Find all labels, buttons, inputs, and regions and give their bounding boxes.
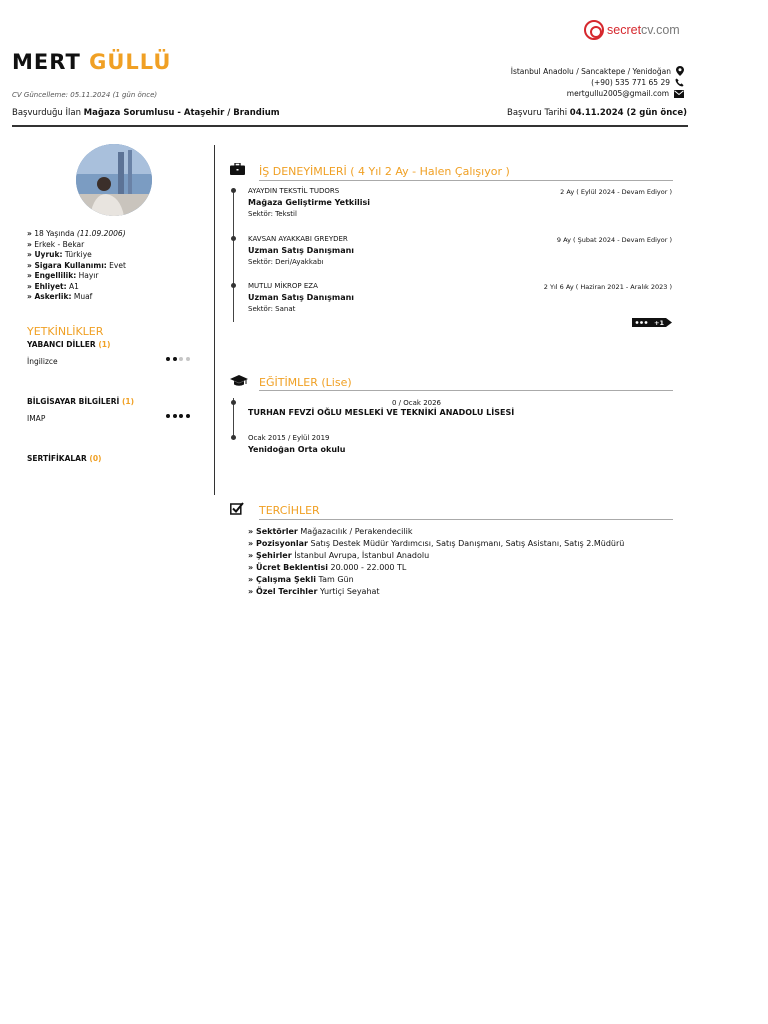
job-company: AYAYDIN TEKSTİL TUDORS bbox=[248, 187, 340, 195]
languages-count: (1) bbox=[98, 340, 111, 349]
military-label: Askerlik: bbox=[34, 292, 72, 301]
preference-label: Pozisyonlar bbox=[255, 539, 308, 548]
disability-label: Engellilik: bbox=[34, 271, 77, 280]
skill-level-dot bbox=[166, 357, 170, 361]
email-text: mertgullu2005@gmail.com bbox=[566, 89, 669, 98]
location-text: İstanbul Anadolu / Sancaktepe / Yenidoğan bbox=[510, 66, 671, 76]
preference-label: Özel Tercihler bbox=[255, 587, 318, 596]
preference-positions: » Pozisyonlar Satış Destek Müdür Yardımcısı, Satış Danışmanı, Satış Asistanı, Satış 2.Müdürü bbox=[248, 539, 625, 548]
skill-level-dot bbox=[173, 414, 177, 418]
info-age: » 18 Yaşında (11.09.2006) bbox=[27, 229, 126, 238]
preference-value: Tam Gün bbox=[318, 575, 354, 584]
avatar bbox=[76, 144, 152, 216]
military-value: Muaf bbox=[73, 292, 93, 301]
timeline-dot bbox=[231, 435, 236, 440]
computer-title bbox=[27, 397, 134, 406]
info-disability: » Engellilik: Hayır bbox=[27, 271, 99, 280]
applied-post bbox=[12, 108, 280, 118]
avatar-photo-icon bbox=[76, 144, 152, 216]
job-title: Uzman Satış Danışmanı bbox=[248, 293, 355, 302]
certificates-title bbox=[27, 454, 101, 463]
skill-level-dot bbox=[179, 414, 183, 418]
preference-special: » Özel Tercihler Yurtiçi Seyahat bbox=[248, 587, 380, 596]
info-smoking: » Sigara Kullanımı: Evet bbox=[27, 261, 126, 270]
job-duration: 2 Yıl 6 Ay ( Haziran 2021 - Aralık 2023 ) bbox=[543, 283, 672, 291]
skill-level-dot bbox=[173, 357, 177, 361]
timeline-dot bbox=[231, 400, 236, 405]
column-divider bbox=[214, 145, 215, 495]
languages-title bbox=[27, 340, 110, 349]
preference-label: Şehirler bbox=[255, 551, 292, 560]
logo-text-suffix: cv.com bbox=[641, 23, 680, 37]
contact-email bbox=[567, 89, 684, 98]
education-date: 0 / Ocak 2026 bbox=[392, 399, 442, 407]
preference-salary: » Ücret Beklentisi 20.000 - 22.000 TL bbox=[248, 563, 407, 572]
checkbox-icon bbox=[230, 502, 244, 515]
phone-text: (+90) 535 771 65 29 bbox=[591, 78, 670, 87]
graduation-cap-icon bbox=[230, 375, 248, 387]
header-divider bbox=[12, 125, 688, 127]
logo-mark-icon bbox=[584, 20, 604, 40]
info-military: » Askerlik: Muaf bbox=[27, 292, 93, 301]
candidate-name bbox=[12, 50, 171, 74]
languages-title-text: YABANCI DİLLER bbox=[27, 340, 96, 349]
preference-value: Mağazacılık / Perakendecilik bbox=[300, 527, 413, 536]
experience-timeline bbox=[233, 190, 234, 322]
nationality-label: Uyruk: bbox=[34, 250, 63, 259]
preference-label: Ücret Beklentisi bbox=[255, 563, 328, 572]
application-date bbox=[507, 108, 687, 118]
job-sector: Sektör: Deri/Ayakkabı bbox=[248, 258, 324, 266]
smoking-value: Evet bbox=[109, 261, 126, 270]
preference-work-type: » Çalışma Şekli Tam Gün bbox=[248, 575, 354, 584]
certificates-count: (0) bbox=[89, 454, 102, 463]
job-title: Mağaza Geliştirme Yetkilisi bbox=[248, 198, 370, 207]
nationality-value: Türkiye bbox=[64, 250, 92, 259]
contact-phone bbox=[591, 78, 684, 87]
disability-value: Hayır bbox=[78, 271, 99, 280]
job-title: Uzman Satış Danışmanı bbox=[248, 246, 355, 255]
preference-value: Yurtiçi Seyahat bbox=[319, 587, 380, 596]
applied-post-value: Mağaza Sorumlusu - Ataşehir / Brandium bbox=[83, 108, 280, 118]
job-company: KAVSAN AYAKKABI GREYDER bbox=[248, 235, 348, 243]
preference-sectors: » Sektörler Mağazacılık / Perakendecilik bbox=[248, 527, 413, 536]
timeline-dot bbox=[231, 236, 236, 241]
job-sector: Sektör: Tekstil bbox=[248, 210, 297, 218]
info-gender: » Erkek - Bekar bbox=[27, 240, 85, 249]
education-title: EĞİTİMLER (Lise) bbox=[259, 376, 352, 389]
secretcv-logo bbox=[584, 19, 680, 41]
preference-label: Çalışma Şekli bbox=[255, 575, 316, 584]
job-duration: 9 Ay ( Şubat 2024 - Devam Ediyor ) bbox=[556, 236, 672, 244]
first-name: MERT bbox=[12, 50, 81, 74]
computer-skill-level bbox=[166, 414, 190, 418]
certificates-title-text: SERTİFİKALAR bbox=[27, 454, 87, 463]
education-rule bbox=[259, 390, 673, 391]
education-date: Ocak 2015 / Eylül 2019 bbox=[248, 434, 330, 442]
skill-level-dot bbox=[186, 357, 190, 361]
preference-value: Satış Destek Müdür Yardımcısı, Satış Danışmanı, Satış Asistanı, Satış 2.Müdürü bbox=[310, 539, 625, 548]
more-experience-badge[interactable] bbox=[632, 318, 672, 327]
skills-title: YETKİNLİKLER bbox=[27, 325, 104, 338]
more-experience-count: +1 bbox=[654, 319, 664, 327]
license-label: Ehliyet: bbox=[34, 282, 67, 291]
preferences-rule bbox=[259, 519, 673, 520]
more-badge-shape-icon bbox=[632, 318, 672, 327]
computer-count: (1) bbox=[121, 397, 135, 406]
cv-updated: CV Güncelleme: 05.11.2024 (1 gün önce) bbox=[12, 91, 158, 99]
applied-post-label: Başvurduğu İlan bbox=[12, 108, 81, 118]
skill-level-dot bbox=[186, 414, 190, 418]
skill-level-dot bbox=[166, 414, 170, 418]
timeline-dot bbox=[231, 283, 236, 288]
experience-rule bbox=[259, 180, 673, 181]
preference-label: Sektörler bbox=[255, 527, 298, 536]
license-value: A1 bbox=[69, 282, 79, 291]
briefcase-icon bbox=[230, 163, 245, 175]
smoking-label: Sigara Kullanımı: bbox=[34, 261, 107, 270]
application-date-value: 04.11.2024 (2 gün önce) bbox=[569, 108, 687, 118]
preference-value: 20.000 - 22.000 TL bbox=[330, 563, 407, 572]
preference-cities: » Şehirler İstanbul Avrupa, İstanbul Anadolu bbox=[248, 551, 430, 560]
application-date-label: Başvuru Tarihi bbox=[507, 108, 568, 118]
logo-text bbox=[607, 23, 680, 37]
job-duration: 2 Ay ( Eylül 2024 - Devam Ediyor ) bbox=[560, 188, 672, 196]
gender-value: Erkek - Bekar bbox=[34, 240, 85, 249]
preferences-title: TERCİHLER bbox=[259, 504, 320, 517]
language-level bbox=[166, 357, 190, 361]
info-license: » Ehliyet: A1 bbox=[27, 282, 79, 291]
phone-icon bbox=[675, 78, 684, 87]
school-name: TURHAN FEVZİ OĞLU MESLEKİ VE TEKNİKİ ANADOLU LİSESİ bbox=[248, 408, 515, 417]
age-value: 18 Yaşında bbox=[34, 229, 75, 238]
experience-title: İŞ DENEYİMLERİ ( 4 Yıl 2 Ay - Halen Çalışıyor ) bbox=[259, 165, 510, 178]
map-pin-icon bbox=[676, 66, 684, 76]
last-name: GÜLLÜ bbox=[89, 50, 172, 74]
envelope-icon bbox=[674, 90, 684, 98]
contact-location bbox=[511, 66, 684, 76]
info-nationality: » Uyruk: Türkiye bbox=[27, 250, 92, 259]
preference-value: İstanbul Avrupa, İstanbul Anadolu bbox=[294, 551, 430, 560]
school-name: Yenidoğan Orta okulu bbox=[248, 445, 346, 454]
skill-level-dot bbox=[179, 357, 183, 361]
computer-title-text: BİLGİSAYAR BİLGİLERİ bbox=[27, 397, 120, 406]
computer-skill-name: IMAP bbox=[27, 414, 46, 423]
logo-text-prefix: secret bbox=[607, 23, 642, 37]
birthdate-value: (11.09.2006) bbox=[76, 229, 126, 238]
language-name: İngilizce bbox=[27, 357, 58, 366]
job-sector: Sektör: Sanat bbox=[248, 305, 296, 313]
timeline-dot bbox=[231, 188, 236, 193]
job-company: MUTLU MİKROP EZA bbox=[248, 282, 318, 290]
